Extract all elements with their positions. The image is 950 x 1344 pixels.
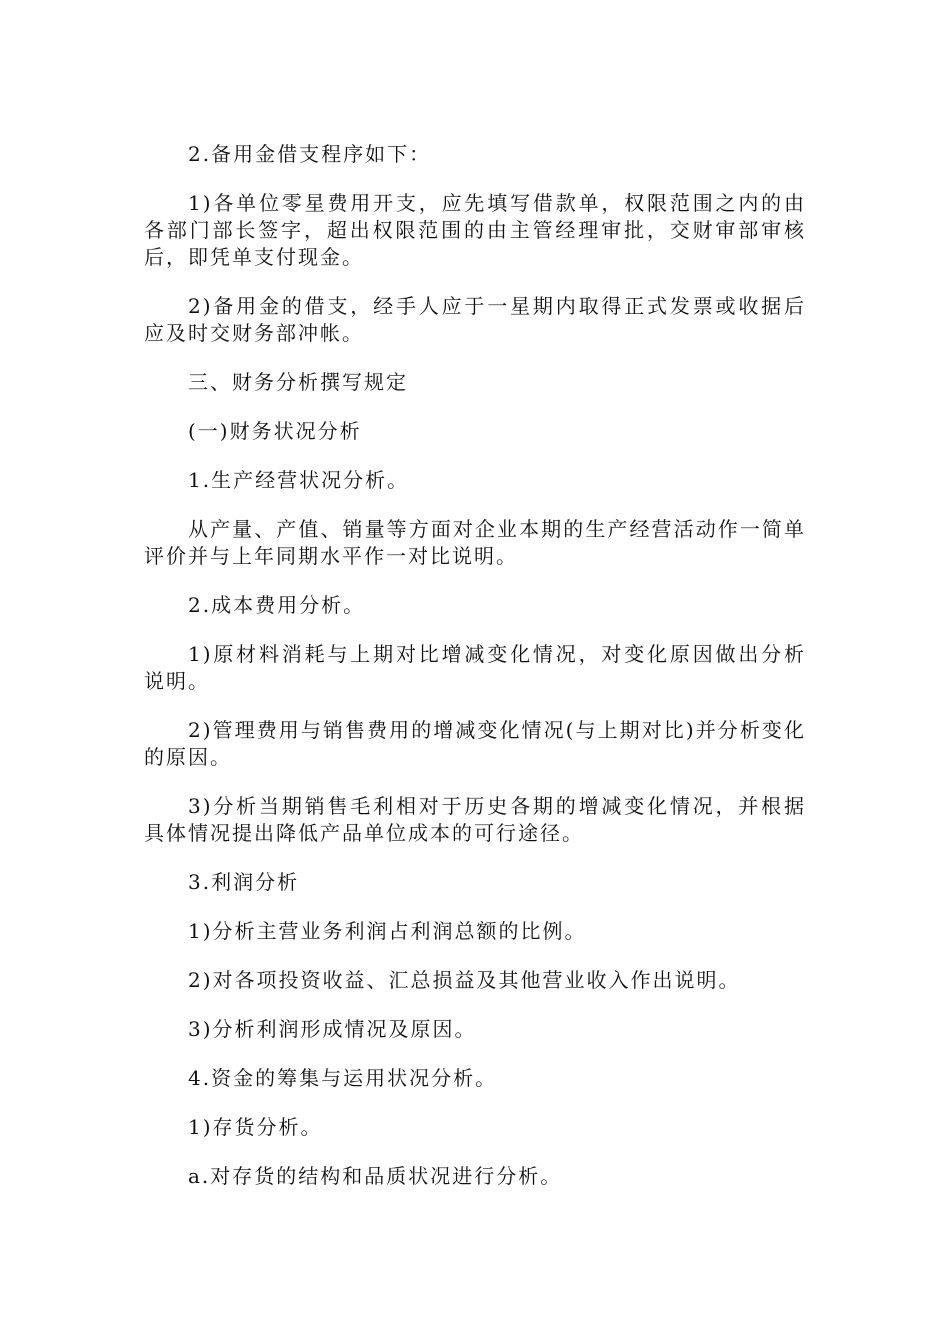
paragraph-item: 1)分析主营业务利润占利润总额的比例。 xyxy=(188,919,587,943)
paragraph-item: 3)分析利润形成情况及原因。 xyxy=(188,1017,477,1041)
paragraph-item: 1)存货分析。 xyxy=(188,1115,323,1139)
paragraph-item: 1)原材料消耗与上期对比增减变化情况，对变化原因做出分析说明。 xyxy=(144,642,806,693)
paragraph-item: 2)备用金的借支，经手人应于一星期内取得正式发票或收据后应及时交财务部冲帐。 xyxy=(144,294,806,345)
paragraph-heading-profit: 3.利润分析 xyxy=(188,870,300,894)
paragraph-item: 3)分析当期销售毛利相对于历史各期的增减变化情况，并根据具体情况提出降低产品单位成本的可行途径。 xyxy=(144,794,806,845)
section-heading-financial-analysis: 三、财务分析撰写规定 xyxy=(188,370,408,394)
paragraph-item: 1)各单位零星费用开支，应先填写借款单，权限范围之内的由各部门部长签字，超出权限范围的由主管经理审批，交财审部审核后，即凭单支付现金。 xyxy=(144,191,806,269)
paragraph-item: 2)对各项投资收益、汇总损益及其他营业收入作出说明。 xyxy=(188,968,741,992)
paragraph-heading-cost: 2.成本费用分析。 xyxy=(188,593,366,617)
paragraph-heading-production: 1.生产经营状况分析。 xyxy=(188,468,410,492)
paragraph-heading-petty-cash-procedure: 2.备用金借支程序如下： xyxy=(188,142,432,166)
paragraph-item: 2)管理费用与销售费用的增减变化情况(与上期对比)并分析变化的原因。 xyxy=(144,718,806,769)
paragraph-text: 从产量、产值、销量等方面对企业本期的生产经营活动作一简单评价并与上年同期水平作一对比说明。 xyxy=(144,517,806,568)
paragraph-heading-funds: 4.资金的筹集与运用状况分析。 xyxy=(188,1066,498,1090)
paragraph-item: a.对存货的结构和品质状况进行分析。 xyxy=(188,1164,563,1188)
subsection-heading-financial-status: (一)财务状况分析 xyxy=(188,419,362,443)
document-page xyxy=(144,141,806,1212)
